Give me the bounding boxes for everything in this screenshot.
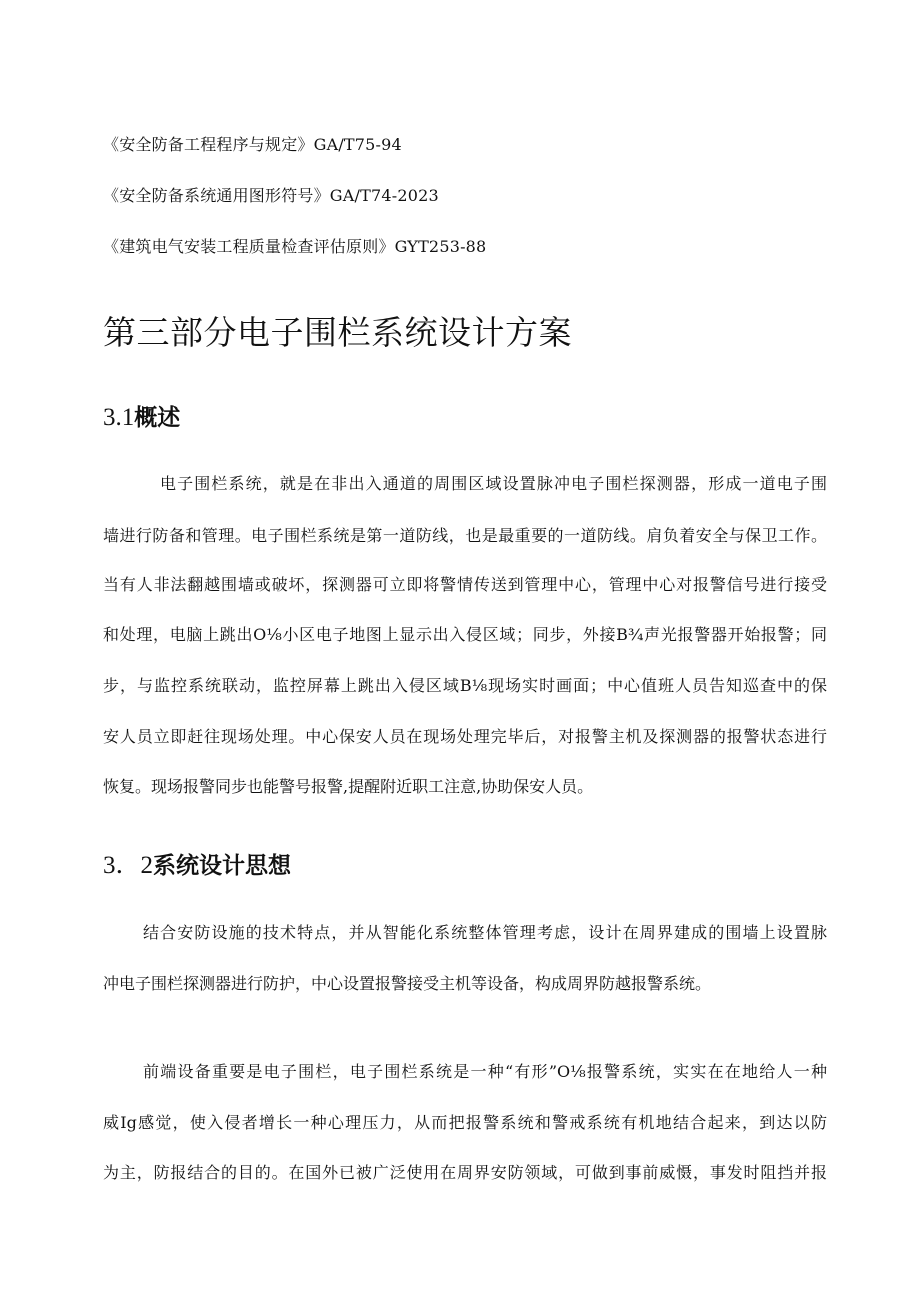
overview-line-1: 电子围栏系统，就是在非出入通道的周围区域设置脉冲电子围栏探测器，形成一道电子围 — [160, 474, 827, 493]
section-number: 3.1 — [103, 404, 135, 431]
section-number: 3．2 — [103, 852, 154, 879]
reference-line-1: 《安全防备工程程序与规定》GA/T75-94 — [103, 135, 402, 154]
design-para2-line-2: 威Ig感觉，使入侵者增长一种心理压力，从而把报警系统和警戒系统有机地结合起来，到达以防 — [103, 1113, 827, 1132]
reference-line-3: 《建筑电气安装工程质量检查评估原则》GYT253-88 — [103, 237, 487, 256]
design-para2-line-1: 前端设备重要是电子围栏，电子围栏系统是一种“有形”O⅛报警系统，实实在在地给人一种 — [143, 1062, 827, 1081]
part-title: 第三部分电子围栏系统设计方案 — [103, 313, 572, 352]
design-para1-line-1: 结合安防设施的技术特点，并从智能化系统整体管理考虑，设计在周界建成的围墙上设置脉 — [143, 923, 827, 942]
section-heading-overview — [103, 400, 180, 435]
design-para2-line-3: 为主，防报结合的目的。在国外已被广泛使用在周界安防领域，可做到事前威慑，事发时阻挡并报 — [103, 1163, 827, 1182]
reference-line-2: 《安全防备系统通用图形符号》GA/T74-2023 — [103, 186, 439, 205]
overview-line-5: 步，与监控系统联动，监控屏幕上跳出入侵区域B⅛现场实时画面；中心值班人员告知巡查中的保 — [103, 676, 827, 695]
overview-line-6: 安人员立即赶往现场处理。中心保安人员在现场处理完毕后，对报警主机及探测器的报警状态进行 — [103, 727, 827, 746]
design-para1-line-2: 冲电子围栏探测器进行防护，中心设置报警接受主机等设备，构成周界防越报警系统。 — [103, 974, 712, 993]
section-title: 系统设计思想 — [153, 853, 292, 879]
section-title: 概述 — [134, 405, 181, 431]
overview-line-7: 恢复。现场报警同步也能警号报警,提醒附近职工注意,协助保安人员。 — [103, 777, 594, 796]
overview-line-3: 当有人非法翻越围墙或破坏，探测器可立即将警情传送到管理中心，管理中心对报警信号进行接受 — [103, 575, 827, 594]
section-heading-design — [103, 848, 291, 883]
overview-line-2: 墙进行防备和管理。电子围栏系统是第一道防线，也是最重要的一道防线。肩负着安全与保卫工作。 — [103, 526, 827, 545]
overview-line-4: 和处理，电脑上跳出O⅛小区电子地图上显示出入侵区域；同步，外接B¾声光报警器开始报警；同 — [103, 625, 827, 644]
